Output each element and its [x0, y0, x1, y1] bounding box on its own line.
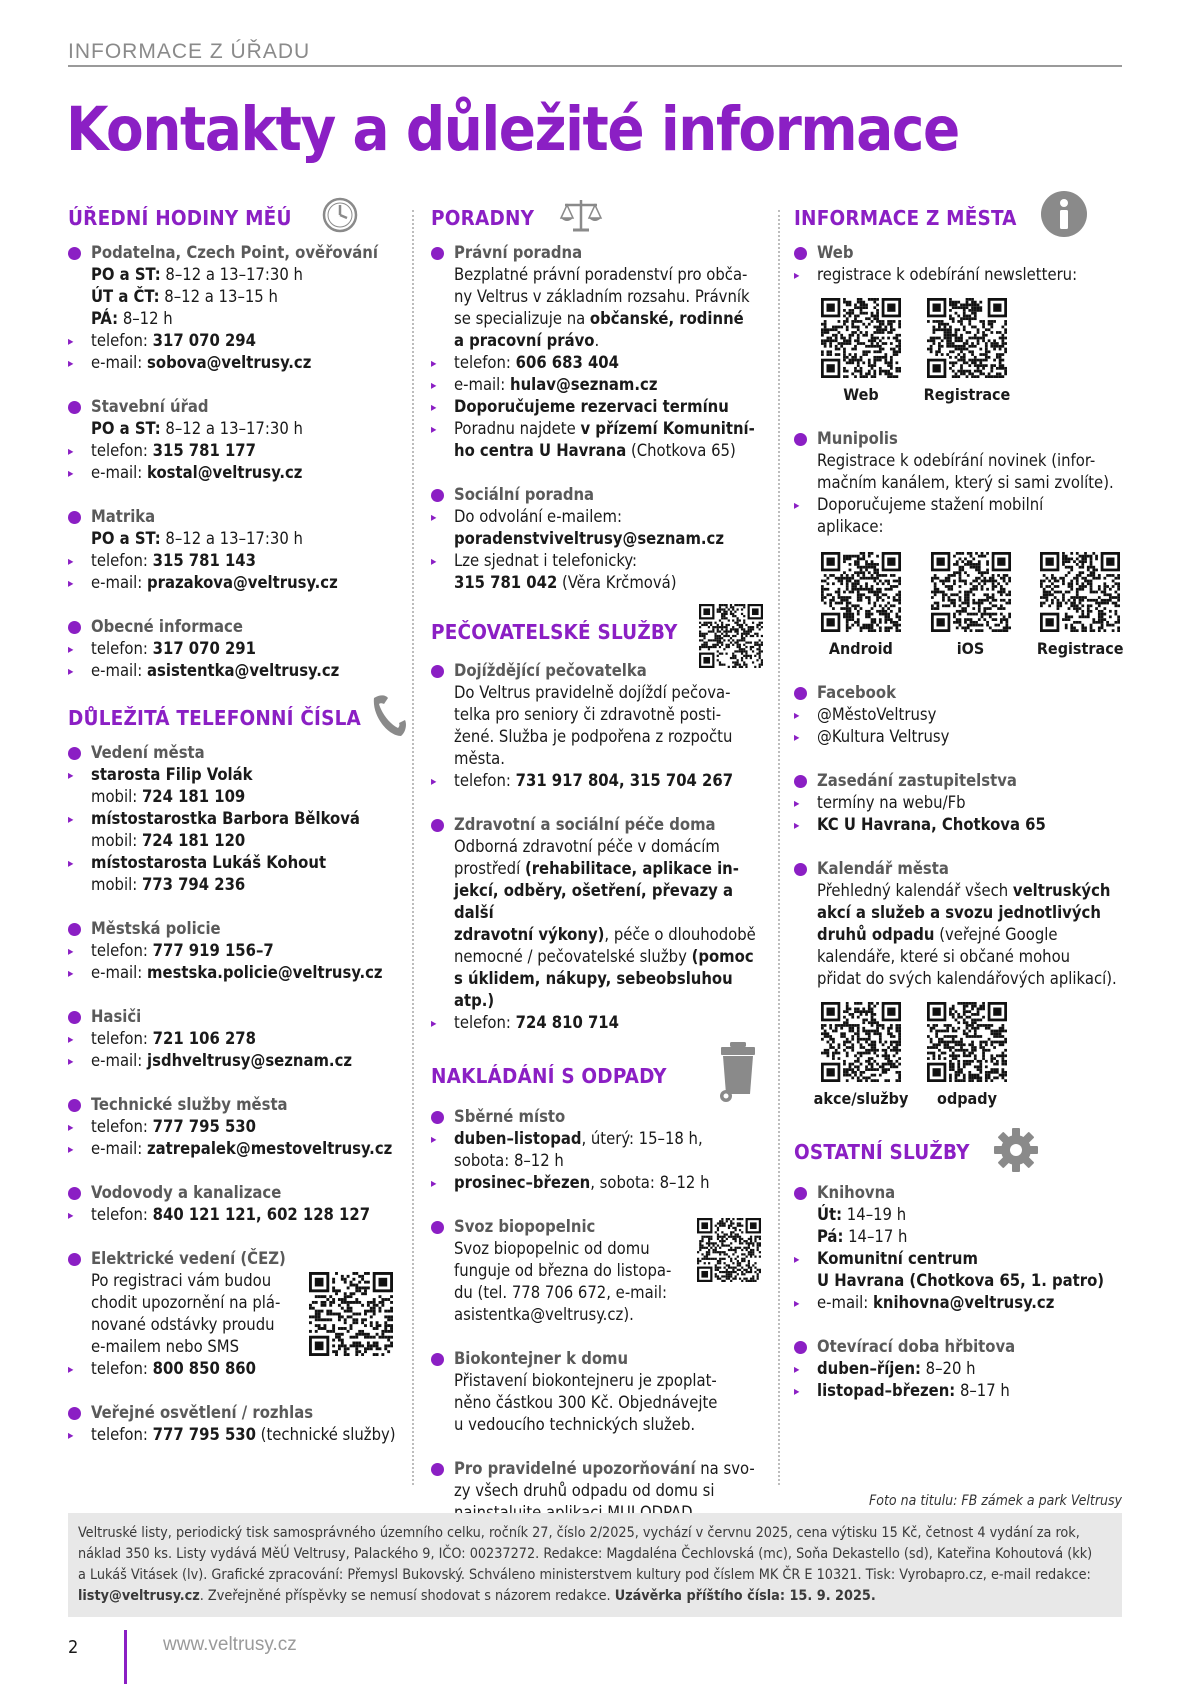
- phone-number[interactable]: 315 781 177: [152, 441, 256, 460]
- qr-row: [813, 1002, 1124, 1110]
- hours-value: 8–12 h: [118, 309, 173, 328]
- text-line: Odborná zdravotní péče v domácím: [454, 837, 720, 856]
- qr-code-icon[interactable]: [821, 552, 901, 632]
- text-line: kalendáře, které si občané mohou: [817, 947, 1071, 966]
- text-line: ▸ termíny na webu/Fb: [817, 792, 1124, 814]
- email-label: e-mail:: [817, 1293, 874, 1312]
- info-icon: [1040, 190, 1088, 238]
- list-item: [68, 742, 408, 896]
- footer-url[interactable]: www.veltrusy.cz: [163, 1634, 297, 1655]
- text-line: přidat do svých kalendářových aplikací).: [817, 969, 1117, 988]
- text-line: Registrace k odebírání novinek (infor-: [817, 451, 1096, 470]
- list-item: [68, 1006, 408, 1072]
- email-link[interactable]: hulav@seznam.cz: [510, 375, 658, 394]
- item-title: Stavební úřad: [91, 397, 209, 416]
- list-item: [431, 242, 761, 462]
- text-line: e-mailem nebo SMS: [91, 1337, 240, 1356]
- section-header-informace: [794, 196, 1124, 242]
- hours-value: 8–20 h: [920, 1359, 976, 1378]
- hours-value: 14–17 h: [843, 1227, 908, 1246]
- email-label: e-mail:: [454, 375, 511, 394]
- hours-value: 8–12 a 13–17:30 h: [160, 419, 303, 438]
- text-line: u vedoucího technických služeb.: [454, 1415, 696, 1434]
- phone-label: telefon:: [91, 941, 153, 960]
- text-line: ▸ Lze sjednat i telefonicky:: [454, 550, 761, 572]
- qr-item: [813, 1002, 909, 1110]
- phone-number[interactable]: 317 070 291: [152, 639, 256, 658]
- item-title: Zdravotní a sociální péče doma: [454, 815, 716, 834]
- text-line: aplikace:: [817, 517, 884, 536]
- hours-value: 14–19 h: [842, 1205, 907, 1224]
- list-item: [68, 396, 408, 484]
- list-item: [794, 858, 1124, 1110]
- text-line: nemocné / pečovatelské služby: [454, 947, 692, 966]
- phone-label: telefon:: [454, 353, 516, 372]
- clock-icon: [321, 196, 359, 234]
- mobile-label: mobil:: [91, 787, 142, 806]
- phone-number[interactable]: 724 810 714: [515, 1013, 619, 1032]
- email-link[interactable]: zatrepalek@mestoveltrusy.cz: [147, 1139, 393, 1158]
- qr-label: iOS: [956, 639, 985, 658]
- qr-item: [817, 552, 905, 660]
- item-title: Elektrické vedení (ČEZ): [91, 1249, 286, 1268]
- item-title: Facebook: [817, 683, 896, 702]
- qr-item: [923, 298, 1011, 406]
- phone-number[interactable]: 800 850 860: [152, 1359, 256, 1378]
- deadline-note: Uzávěrka příštího čísla: 15. 9. 2025.: [614, 1588, 876, 1604]
- text-line: žené. Služba je podpořena z rozpočtu: [454, 727, 733, 746]
- hours-value: 8–12 a 13–17:30 h: [160, 529, 303, 548]
- email-link[interactable]: knihovna@veltrusy.cz: [873, 1293, 1055, 1312]
- text-line: nované odstávky proudu: [91, 1315, 275, 1334]
- list-item: [431, 484, 761, 594]
- text-bold: KC U Havrana, Chotkova 65: [817, 815, 1046, 834]
- section-title: INFORMACE Z MĚSTA: [794, 206, 1017, 230]
- days-label: PÁ:: [91, 309, 119, 328]
- column-3: [794, 196, 1124, 1424]
- text-line: zy všech druhů odpadu od domu si: [454, 1481, 715, 1500]
- phone-number[interactable]: 724 181 120: [141, 831, 246, 850]
- list-item: [68, 918, 408, 984]
- list-item: [794, 242, 1124, 406]
- phone-note: (technické služby): [255, 1425, 396, 1444]
- text-line: se specializuje na: [454, 309, 590, 328]
- item-title: Munipolis: [817, 429, 898, 448]
- text-line: prostředí: [454, 859, 525, 878]
- text-line: na svo-: [695, 1459, 755, 1478]
- text-bold: duben–listopad: [454, 1129, 582, 1148]
- email-label: e-mail:: [91, 661, 148, 680]
- email-label: e-mail:: [91, 573, 148, 592]
- qr-item: [927, 552, 1015, 660]
- phone-number[interactable]: 724 181 109: [141, 787, 246, 806]
- text-bold: jekcí, odběry, ošetření, převazy a další: [454, 881, 734, 922]
- section-title: DŮLEŽITÁ TELEFONNÍ ČÍSLA: [68, 706, 362, 730]
- imprint-line: Veltruské listy, periodický tisk samosprávného územního celku, ročník 27, číslo 2/2025, vychází v červnu 2025, cena výtisku 15 Kč, četnost 4 vydání za rok,: [78, 1525, 1080, 1541]
- email-link[interactable]: asistentka@veltrusy.cz: [147, 661, 340, 680]
- email-label: e-mail:: [91, 463, 148, 482]
- page-number: 2: [68, 1637, 79, 1658]
- text-bold: s úklidem, nákupy, sebeobsluhou atp.): [454, 969, 733, 1010]
- email-link[interactable]: kostal@veltrusy.cz: [147, 463, 303, 482]
- qr-item: [817, 298, 905, 406]
- qr-label: Registrace: [923, 385, 1011, 404]
- text-line: ▸ Do odvolání e-mailem:: [454, 506, 761, 528]
- text-line: něno částkou 300 Kč. Objednávejte: [454, 1393, 718, 1412]
- hours-value: 8–12 a 13–15 h: [159, 287, 278, 306]
- section-title: ÚŘEDNÍ HODINY MĚÚ: [68, 206, 292, 230]
- section-header-uredni: [68, 196, 408, 242]
- phone-label: telefon:: [91, 441, 153, 460]
- qr-code-icon[interactable]: [931, 552, 1011, 632]
- section-title: PEČOVATELSKÉ SLUŽBY: [431, 620, 678, 644]
- item-title: Dojíždějící pečovatelka: [454, 661, 647, 680]
- imprint-line: . Zveřejněné příspěvky se nemusí shodovat s názorem redakce.: [199, 1588, 615, 1604]
- phone-number[interactable]: 315 781 042: [454, 573, 558, 592]
- section-header-poradny: [431, 196, 761, 242]
- text-line: Po registraci vám budou: [91, 1271, 272, 1290]
- text-line: ny Veltrus v základním rozsahu. Právník: [454, 287, 750, 306]
- phone-number[interactable]: 317 070 294: [152, 331, 256, 350]
- email-label: e-mail:: [91, 1051, 148, 1070]
- text-bold: akcí a služeb a svozu jednotlivých: [817, 903, 1101, 922]
- list-item: [68, 506, 408, 594]
- phone-number[interactable]: 777 795 530: [152, 1425, 256, 1444]
- email-link[interactable]: sobova@veltrusy.cz: [147, 353, 312, 372]
- person-name: starosta Filip Volák: [91, 765, 253, 784]
- days-label: PO a ST:: [91, 419, 161, 438]
- days-label: PO a ST:: [91, 265, 161, 284]
- phone-label: telefon:: [91, 1029, 153, 1048]
- text-line: ▸ registrace k odebírání newsletteru:: [817, 264, 1124, 286]
- gear-icon: [992, 1126, 1040, 1174]
- column-2: [431, 196, 761, 1546]
- column-divider: [412, 210, 414, 1485]
- mobile-label: mobil:: [91, 875, 142, 894]
- item-title: Pro pravidelné upozorňování: [454, 1459, 696, 1478]
- qr-code-icon[interactable]: [927, 1002, 1007, 1082]
- email-link[interactable]: jsdhveltrusy@seznam.cz: [147, 1051, 353, 1070]
- phone-label: telefon:: [91, 1425, 153, 1444]
- section-title: PORADNY: [431, 206, 535, 230]
- text-line: , péče o dlouhodobě: [604, 925, 756, 944]
- item-title: Obecné informace: [91, 617, 243, 636]
- phone-label: telefon:: [454, 771, 516, 790]
- text-line: funguje od března do listopa-: [454, 1261, 672, 1280]
- item-title: Vodovody a kanalizace: [91, 1183, 282, 1202]
- header-rule: [68, 65, 1122, 67]
- text-line: města.: [454, 749, 505, 768]
- days-label: PO a ST:: [91, 529, 161, 548]
- hours-value: 8–17 h: [955, 1381, 1010, 1400]
- page-title: Kontakty a důležité informace: [66, 94, 959, 165]
- text-line: Poradnu najdete: [454, 419, 581, 438]
- phone-number[interactable]: 731 917 804, 315 704 267: [515, 771, 734, 790]
- qr-label: odpady: [937, 1089, 997, 1108]
- email-link[interactable]: poradenstviveltrusy@seznam.cz: [454, 529, 724, 548]
- item-title: Matrika: [91, 507, 156, 526]
- list-item: [68, 1094, 408, 1160]
- section-header-pecovatelske: [431, 604, 761, 660]
- qr-row: [817, 298, 1124, 406]
- imprint-line: a Lukáš Vitásek (lv). Grafické zpracování: Přemysl Bukovský. Schváleno ministerstvem kultury pod číslem MK ČR E 10321. Tisk: Vyrobapro.cz, e-mail redakce:: [78, 1567, 1091, 1583]
- days-label: ÚT a ČT:: [91, 287, 160, 306]
- text-line: Bezplatné právní poradenství pro obča-: [454, 265, 748, 284]
- text-bold: zdravotní výkony): [454, 925, 605, 944]
- list-item: [68, 242, 408, 374]
- section-header-ostatni: [794, 1126, 1124, 1182]
- email-label: e-mail:: [91, 1139, 148, 1158]
- text-line: .: [594, 331, 600, 350]
- list-item: [68, 1182, 408, 1226]
- list-item: [431, 660, 761, 792]
- email-link[interactable]: mestska.policie@veltrusy.cz: [147, 963, 383, 982]
- phone-label: telefon:: [91, 639, 153, 658]
- item-title: Svoz biopopelnic: [454, 1217, 596, 1236]
- text-line: Do Veltrus pravidelně dojíždí pečova-: [454, 683, 731, 702]
- item-title: Sběrné místo: [454, 1107, 566, 1126]
- text-bold: prosinec–březen: [454, 1173, 591, 1192]
- qr-label: Registrace: [1036, 639, 1124, 658]
- phone-number[interactable]: 606 683 404: [515, 353, 619, 372]
- item-title: Veřejné osvětlení / rozhlas: [91, 1403, 314, 1422]
- item-title: Kalendář města: [817, 859, 949, 878]
- item-title: Podatelna, Czech Point, ověřování: [91, 243, 378, 262]
- email-label: e-mail:: [91, 963, 148, 982]
- text-bold: občanské, rodinné: [589, 309, 744, 328]
- text-bold: v přízemí Komunitní-: [580, 419, 755, 438]
- item-title: Zasedání zastupitelstva: [817, 771, 1017, 790]
- list-item: [794, 428, 1124, 660]
- facebook-link[interactable]: ▸ @MěstoVeltrusy: [817, 704, 1124, 726]
- item-title: Biokontejner k domu: [454, 1349, 629, 1368]
- item-title: Sociální poradna: [454, 485, 595, 504]
- recommendation: Doporučujeme rezervaci termínu: [454, 397, 729, 416]
- section-header-odpady: [431, 1042, 761, 1106]
- phone-label: telefon:: [91, 551, 153, 570]
- person-name: místostarostka Barbora Bělková: [91, 809, 360, 828]
- phone-number[interactable]: 315 781 143: [152, 551, 256, 570]
- text-line: (Chotkova 65): [626, 441, 736, 460]
- text-line: sobota: 8–12 h: [454, 1151, 564, 1170]
- text-line: Přistavení biokontejneru je zpoplat-: [454, 1371, 717, 1390]
- phone-note: (Věra Krčmová): [557, 573, 677, 592]
- text-bold: U Havrana (Chotkova 65, 1. patro): [817, 1271, 1105, 1290]
- days-label: Út:: [817, 1205, 843, 1224]
- item-title: Právní poradna: [454, 243, 583, 262]
- footer-divider: [124, 1630, 127, 1684]
- phone-icon: [368, 692, 408, 742]
- qr-code-icon[interactable]: [821, 1002, 901, 1082]
- phone-number[interactable]: 777 919 156–7: [152, 941, 274, 960]
- phone-label: telefon:: [91, 1117, 153, 1136]
- phone-label: telefon:: [91, 1205, 153, 1224]
- section-label: INFORMACE Z ÚŘADU: [68, 40, 311, 63]
- mobile-label: mobil:: [91, 831, 142, 850]
- text-line: asistentka@veltrusy.cz).: [454, 1305, 634, 1324]
- imprint-line: náklad 350 ks. Listy vydává MěÚ Veltrusy, Palackého 9, IČO: 00237272. Redakce: Magdaléna Čechlovská (mc), Soňa Dekastello (sd), Kateřina Kohoutová (kk): [78, 1546, 1093, 1562]
- phone-number[interactable]: 840 121 121, 602 128 127: [152, 1205, 371, 1224]
- email-label: e-mail:: [91, 353, 148, 372]
- section-title: NAKLÁDÁNÍ S ODPADY: [431, 1064, 667, 1088]
- text-bold: duben–říjen:: [817, 1359, 921, 1378]
- item-title: Vedení města: [91, 743, 205, 762]
- phone-number[interactable]: 777 795 530: [152, 1117, 256, 1136]
- bin-icon: [713, 1042, 763, 1104]
- column-1: [68, 196, 408, 1468]
- text-line: chodit upozornění na plá-: [91, 1293, 281, 1312]
- text-line: ▸ Doporučujeme stažení mobilní: [817, 494, 1124, 516]
- qr-code-icon[interactable]: [927, 298, 1007, 378]
- list-item: [68, 1402, 408, 1446]
- text-bold: (pomoc: [691, 947, 754, 966]
- list-item: [794, 1336, 1124, 1402]
- facebook-link[interactable]: ▸ @Kultura Veltrusy: [817, 726, 1124, 748]
- phone-label: telefon:: [91, 1359, 153, 1378]
- qr-row: [817, 552, 1124, 660]
- list-item: [431, 1216, 761, 1326]
- email-link[interactable]: prazakova@veltrusy.cz: [147, 573, 338, 592]
- text-line: mačním kanálem, který si sami zvolíte).: [817, 473, 1114, 492]
- text-bold: (rehabilitace, aplikace in-: [524, 859, 739, 878]
- list-item: [431, 1106, 761, 1194]
- item-title: Web: [817, 243, 854, 262]
- text-bold: druhů odpadu: [817, 925, 935, 944]
- phone-label: telefon:: [454, 1013, 516, 1032]
- text-line: Svoz biopopelnic od domu: [454, 1239, 650, 1258]
- text-bold: veltruských: [1012, 881, 1111, 900]
- list-item: [794, 682, 1124, 748]
- list-item: [794, 1182, 1124, 1314]
- text-line: (veřejné Google: [934, 925, 1058, 944]
- person-name: místostarosta Lukáš Kohout: [91, 853, 327, 872]
- text-line: , úterý: 15–18 h,: [581, 1129, 703, 1148]
- photo-credit: Foto na titulu: FB zámek a park Veltrusy: [869, 1493, 1122, 1509]
- section-header-telefonni: [68, 692, 408, 742]
- phone-label: telefon:: [91, 331, 153, 350]
- qr-item: [923, 1002, 1011, 1110]
- qr-code-icon[interactable]: [697, 1218, 761, 1282]
- qr-code-icon[interactable]: [309, 1272, 393, 1356]
- item-title: Otevírací doba hřbitova: [817, 1337, 1016, 1356]
- email-link[interactable]: listy@veltrusy.cz: [78, 1588, 200, 1604]
- item-title: Knihovna: [817, 1183, 896, 1202]
- days-label: Pá:: [817, 1227, 844, 1246]
- item-title: Hasiči: [91, 1007, 142, 1026]
- item-title: Technické služby města: [91, 1095, 288, 1114]
- phone-number[interactable]: 721 106 278: [152, 1029, 256, 1048]
- column-divider: [778, 210, 780, 1485]
- text-bold: a pracovní právo: [454, 331, 595, 350]
- imprint-box: [68, 1513, 1122, 1617]
- qr-label: akce/služby: [813, 1089, 909, 1108]
- qr-label: Web: [843, 385, 879, 404]
- qr-label: Android: [828, 639, 893, 658]
- item-title: Městská policie: [91, 919, 221, 938]
- text-line: , sobota: 8–12 h: [590, 1173, 710, 1192]
- qr-code-icon[interactable]: [699, 604, 763, 668]
- text-line: du (tel. 778 706 672, e-mail:: [454, 1283, 667, 1302]
- section-title: OSTATNÍ SLUŽBY: [794, 1140, 970, 1164]
- text-bold: listopad–březen:: [817, 1381, 956, 1400]
- list-item: [68, 616, 408, 682]
- text-bold: ho centra U Havrana: [454, 441, 627, 460]
- scales-icon: [559, 196, 603, 236]
- list-item: [794, 770, 1124, 836]
- qr-code-icon[interactable]: [1040, 552, 1120, 632]
- qr-code-icon[interactable]: [821, 298, 901, 378]
- list-item: [431, 1348, 761, 1436]
- list-item: [68, 1248, 408, 1380]
- text-line: Přehledný kalendář všech: [817, 881, 1013, 900]
- qr-item: [1036, 552, 1124, 660]
- phone-number[interactable]: 773 794 236: [141, 875, 246, 894]
- list-item: [431, 814, 761, 1034]
- text-bold: Komunitní centrum: [817, 1249, 978, 1268]
- text-line: telka pro seniory či zdravotně posti-: [454, 705, 722, 724]
- hours-value: 8–12 a 13–17:30 h: [160, 265, 303, 284]
